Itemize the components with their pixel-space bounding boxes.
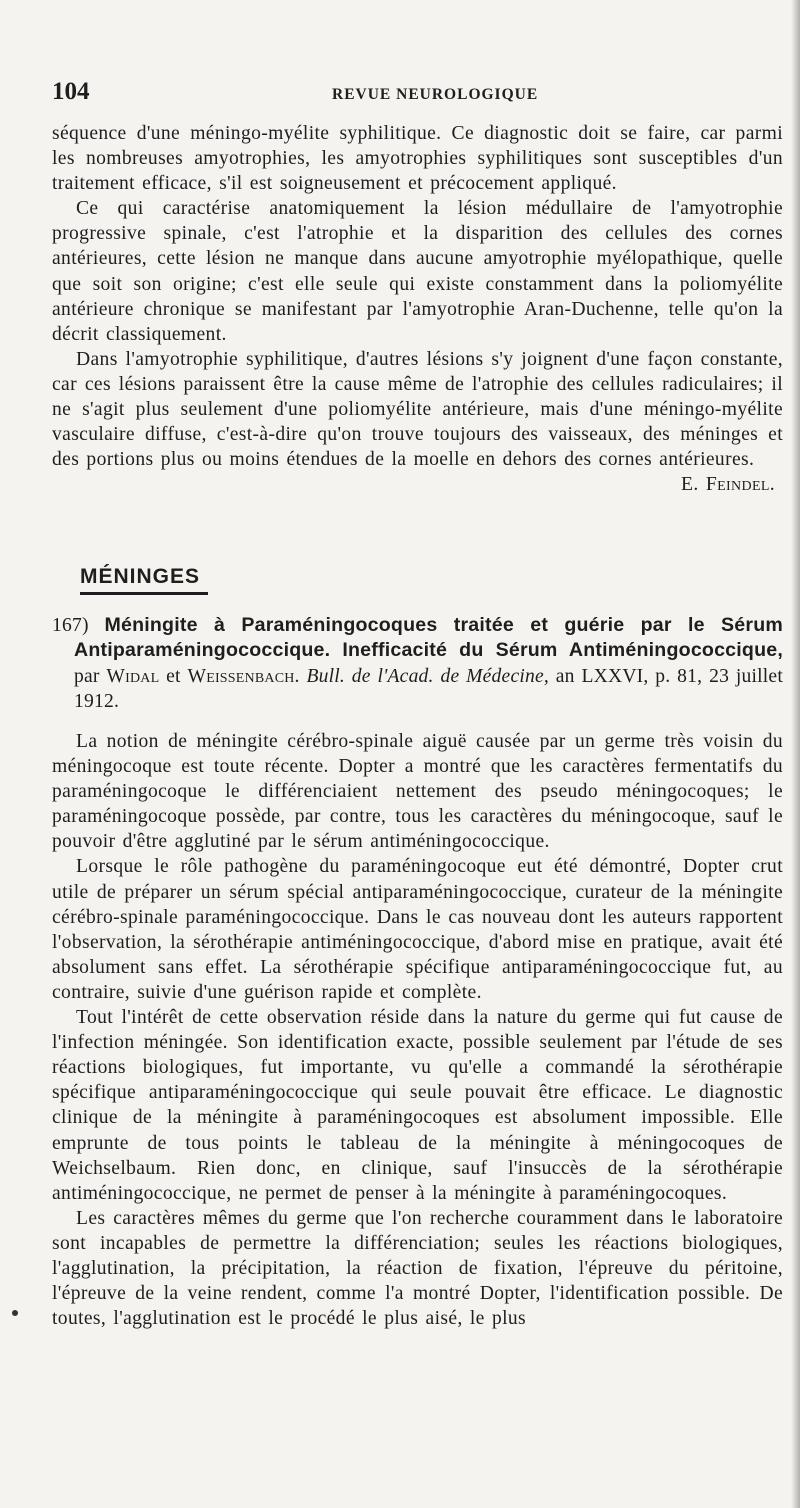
section-title: MÉNINGES xyxy=(80,565,201,588)
running-head: REVUE NEUROLOGIQUE xyxy=(332,86,539,103)
article-citation xyxy=(52,613,783,714)
conjunction: et xyxy=(166,665,181,687)
by-word: par xyxy=(74,665,100,687)
article-number: 167) xyxy=(52,615,89,636)
article-body xyxy=(52,729,783,1331)
paragraph: La notion de méningite cérébro-spinale aiguë causée par un germe très voisin du méningocoque est toute récente. Dopter a montré que les caractères fermentatifs du paraméningocoque le différenciaient nettement des pseudo méningocoques; le paraméningocoque possède, par contre, tous les caractères du méningocoque, sauf le pouvoir d'être agglutiné par le sérum antiméningococcique. xyxy=(52,731,783,853)
page-header xyxy=(52,78,752,108)
paragraph: Tout l'intérêt de cette observation réside dans la nature du germe qui fut cause de l'infection méningée. Son identification exacte, possible seulement par l'étude de ses réactions biologiques, fut importante, vu qu'elle a commandé la sérothérapie spécifique antiparaméningococcique qui seule pouvait être efficace. Le diagnostic clinique de la méningite à paraméningocoques est absolument impossible. Elle emprunte de tous points le tableau de la méningite à méningocoques de Weichselbaum. Rien donc, en clinique, sauf l'insuccès de la sérothérapie antiméningococcique, ne permet de penser à la méningite à paraméningocoques. xyxy=(52,1007,783,1204)
paragraph: séquence d'une méningo-myélite syphilitique. Ce diagnostic doit se faire, car parmi les nombreuses amyotrophies, les amyotrophies syphilitiques sont susceptibles d'un traitement efficace, s'il est soigneusement et précocement appliqué. xyxy=(52,123,783,195)
page-number: 104 xyxy=(52,78,90,105)
journal-name: Bull. de l'Acad. de Médecine, xyxy=(306,665,549,687)
ink-speck xyxy=(12,1310,18,1316)
section-underline xyxy=(80,592,208,595)
previous-article-text xyxy=(52,121,783,497)
paragraph: Les caractères mêmes du germe que l'on recherche couramment dans le laboratoire sont incapables de permettre la différenciation; seules les réactions biologiques, l'agglutination, la précipitation, la réaction de fixation, l'épreuve du péritoine, l'épreuve de la veine rendent, comme l'a montré Dopter, l'identification possible. De toutes, l'agglutination est le procédé le plus aisé, le plus xyxy=(52,1207,783,1330)
paragraph: Ce qui caractérise anatomiquement la lésion médullaire de l'amyotrophie progressive spinale, c'est l'atrophie et la disparition des cellules des cornes antérieures, cette lésion ne manque dans aucune amyotrophie myélopathique, quelle que soit son origine; c'est elle seule qui existe constamment dans la poliomyélite antérieure chronique se manifestant par l'amyotrophie Aran-Duchenne, telle qu'on la décrit classiquement. xyxy=(52,198,783,345)
article-title: Méningite à Paraméningocoques traitée et guérie par le Sérum Antiparaméningococcique. Inefficacité du Sérum Antiméningococcique, xyxy=(74,614,783,662)
paragraph xyxy=(52,347,783,496)
paragraph: Lorsque le rôle pathogène du paraméningocoque eut été démontré, Dopter crut utile de préparer un sérum spécial antiparaméningococcique, curateur de la méningite cérébro-spinale paraméningococcique. Dans le cas nouveau dont les auteurs rapportent l'observation, la sérothérapie antiméningococcique, d'abord mise en pratique, avait été absolument sans effet. La sérothérapie spécifique antiparaméningococcique fut, au contraire, suivie d'une guérison rapide et complète. xyxy=(52,856,783,1003)
paragraph-text: Dans l'amyotrophie syphilitique, d'autres lésions s'y joignent d'une façon constante, car ces lésions paraissent être la cause même de l'atrophie des cellules radiculaires; il ne s'agit plus seulement d'une poliomyélite antérieure, mais d'une méningo-myélite vasculaire diffuse, c'est-à-dire qu'on trouve toujours des vaisseaux, des méninges et des portions plus ou moins étendues de la moelle en dehors des cornes antérieures. xyxy=(52,348,783,471)
author-widal: Widal xyxy=(106,665,160,687)
citation-details: an LXXVI, p. 81, 23 juillet 1912. xyxy=(74,665,783,712)
author-weissenbach: Weissenbach. xyxy=(187,665,300,687)
author-signature: E. Feindel. xyxy=(681,474,775,496)
article-heading xyxy=(52,613,783,714)
page-edge-shadow xyxy=(791,0,800,1508)
